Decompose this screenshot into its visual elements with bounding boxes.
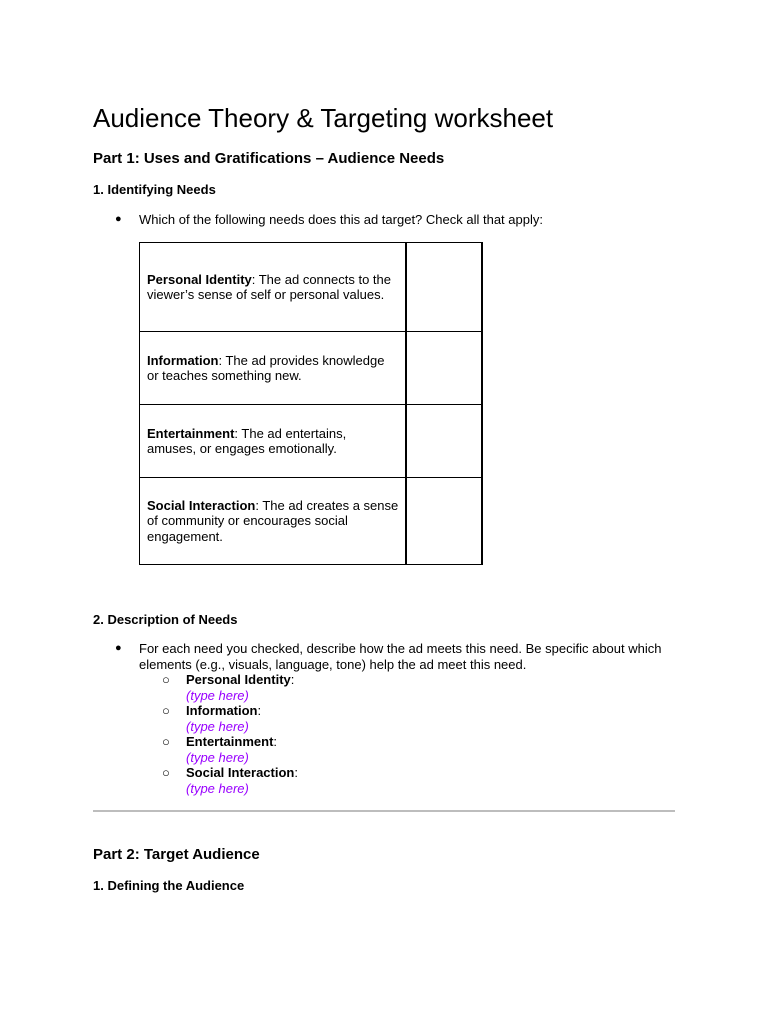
checkbox-social-interaction[interactable] xyxy=(406,478,482,565)
item-label: Information xyxy=(186,703,258,718)
section-identifying-needs-heading: 1. Identifying Needs xyxy=(93,182,216,197)
need-text: : The ad entertains, amuses, or engages emotionally. xyxy=(147,425,347,456)
description-item-personal-identity xyxy=(186,672,294,688)
description-item-entertainment xyxy=(186,734,277,750)
section-description-heading: 2. Description of Needs xyxy=(93,612,238,627)
need-term: Personal Identity xyxy=(147,271,252,287)
response-personal-identity[interactable]: (type here) xyxy=(186,688,249,703)
bullet-icon: ● xyxy=(115,642,122,654)
section-divider xyxy=(93,810,675,812)
checkbox-entertainment[interactable] xyxy=(406,405,482,478)
checkbox-information[interactable] xyxy=(406,332,482,405)
needs-row-entertainment xyxy=(140,405,483,478)
description-prompt: For each need you checked, describe how the ad meets this need. Be specific about which elements (e.g., visuals, language, tone) help the ad meet this need. xyxy=(139,641,662,672)
need-description xyxy=(140,332,407,405)
item-label: Entertainment xyxy=(186,734,274,749)
need-text: : The ad provides knowledge or teaches something new. xyxy=(147,352,385,383)
part1-heading: Part 1: Uses and Gratifications – Audience Needs xyxy=(93,150,445,167)
need-term: Information xyxy=(147,352,219,368)
need-term: Entertainment xyxy=(147,425,235,441)
need-text: : The ad connects to the viewer’s sense of self or personal values. xyxy=(147,271,391,302)
need-term: Social Interaction xyxy=(147,497,256,513)
description-item-information xyxy=(186,703,261,719)
page-title: Audience Theory & Targeting worksheet xyxy=(93,103,554,133)
circle-bullet-icon: ○ xyxy=(162,703,170,718)
needs-checklist-table xyxy=(139,242,483,565)
item-label: Social Interaction xyxy=(186,765,295,780)
need-description xyxy=(140,243,407,332)
circle-bullet-icon: ○ xyxy=(162,765,170,780)
item-colon: : xyxy=(294,765,298,780)
need-description xyxy=(140,405,407,478)
item-label: Personal Identity xyxy=(186,672,291,687)
circle-bullet-icon: ○ xyxy=(162,734,170,749)
item-colon: : xyxy=(273,734,278,749)
circle-bullet-icon: ○ xyxy=(162,672,170,687)
item-colon: : xyxy=(257,703,262,718)
need-text: : The ad creates a sense of community or encourages social engagement. xyxy=(147,497,399,544)
need-description xyxy=(140,478,407,565)
identifying-needs-prompt: Which of the following needs does this ad target? Check all that apply: xyxy=(139,212,543,227)
response-social-interaction[interactable]: (type here) xyxy=(186,781,249,796)
response-information[interactable]: (type here) xyxy=(186,719,249,734)
item-colon: : xyxy=(290,672,295,687)
section-defining-audience-heading: 1. Defining the Audience xyxy=(93,878,245,893)
needs-row-personal-identity xyxy=(140,243,483,332)
part2-heading: Part 2: Target Audience xyxy=(93,846,260,863)
bullet-icon: ● xyxy=(115,213,122,225)
checkbox-personal-identity[interactable] xyxy=(406,243,482,332)
needs-row-social-interaction xyxy=(140,478,483,565)
description-item-social-interaction xyxy=(186,765,298,781)
response-entertainment[interactable]: (type here) xyxy=(186,750,249,765)
needs-row-information xyxy=(140,332,483,405)
